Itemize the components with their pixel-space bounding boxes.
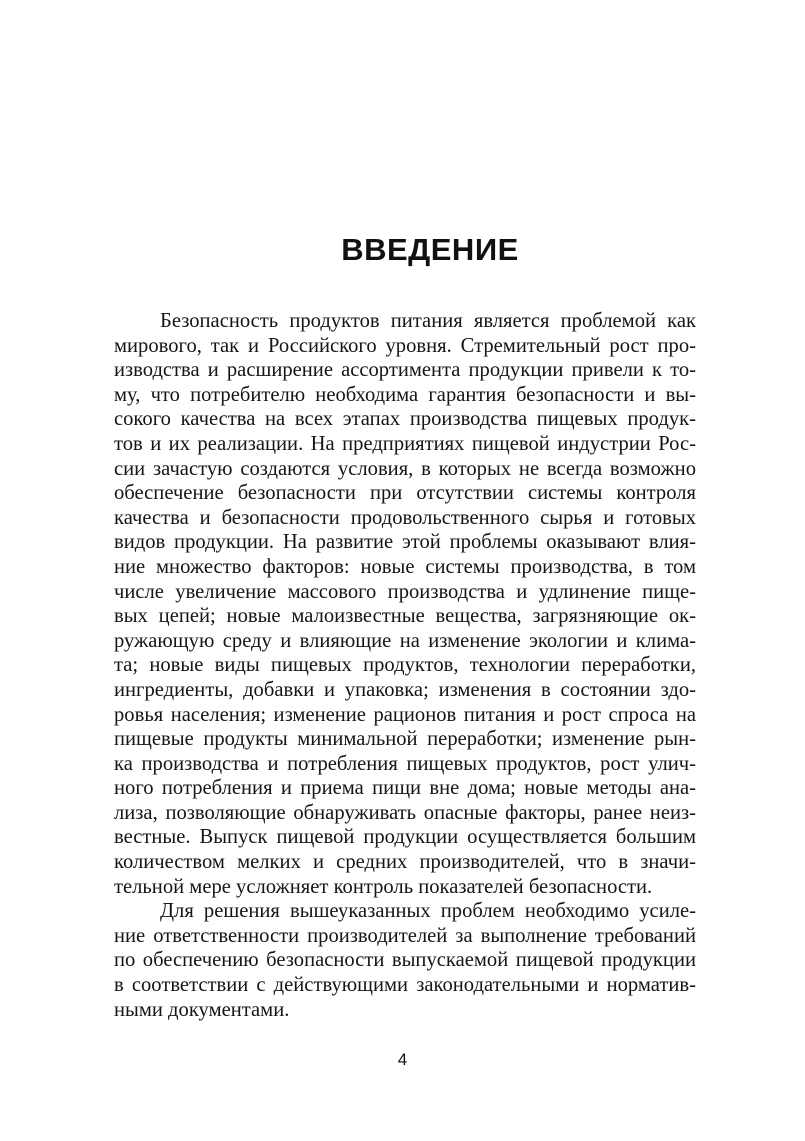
text-line: му, что потребителю необходима гарантия безопасности и вы-	[114, 383, 696, 406]
text-line: по обеспечению безопасности выпускаемой пищевой продукции	[114, 949, 696, 972]
text-line: изводства и расширение ассортимента продукции привели к то-	[114, 359, 696, 382]
paragraph-2	[114, 899, 696, 1022]
text-line: сокого качества на всех этапах производства пищевых продук-	[114, 408, 696, 431]
text-line: ингредиенты, добавки и упаковка; изменения в состоянии здо-	[114, 678, 696, 701]
paragraph-1	[114, 309, 696, 899]
text-line: ными документами.	[114, 998, 290, 1021]
text-line: тов и их реализации. На предприятиях пищевой индустрии Рос-	[114, 432, 696, 455]
text-line: количеством мелких и средних производителей, что в значи-	[114, 851, 696, 874]
text-line: мирового, так и Российского уровня. Стремительный рост про-	[114, 334, 696, 357]
text-line: та; новые виды пищевых продуктов, технологии переработки,	[114, 654, 696, 677]
text-line: ровья населения; изменение рационов питания и рост спроса на	[114, 703, 696, 726]
text-line: лиза, позволяющие обнаруживать опасные факторы, ранее неиз-	[114, 801, 696, 824]
text-line: ного потребления и приема пищи вне дома; новые методы ана-	[114, 777, 696, 800]
text-line: пищевые продукты минимальной переработки; изменение рын-	[114, 728, 696, 751]
text-line: ка производства и потребления пищевых продуктов, рост улич-	[114, 752, 696, 775]
text-line: качества и безопасности продовольственного сырья и готовых	[114, 506, 696, 529]
text-line: видов продукции. На развитие этой проблемы оказывают влия-	[114, 531, 696, 554]
text-line: Для решения вышеуказанных проблем необходимо усиле-	[160, 900, 696, 923]
body-text	[114, 309, 696, 1022]
text-line: ружающую среду и влияющие на изменение экологии и клима-	[114, 629, 696, 652]
page-title: ВВЕДЕНИЕ	[341, 232, 519, 267]
text-line: вых цепей; новые малоизвестные вещества, загрязняющие ок-	[114, 605, 696, 628]
text-line: ние ответственности производителей за выполнение требований	[114, 924, 696, 947]
text-line: тельной мере усложняет контроль показателей безопасности.	[114, 875, 653, 898]
text-line: сии зачастую создаются условия, в которых не всегда возможно	[114, 457, 696, 480]
text-line: вестные. Выпуск пищевой продукции осуществляется большим	[114, 826, 696, 849]
text-line: Безопасность продуктов питания является проблемой как	[160, 310, 696, 332]
text-line: ние множество факторов: новые системы производства, в том	[114, 555, 696, 578]
text-line: обеспечение безопасности при отсутствии системы контроля	[114, 482, 696, 505]
text-line: числе увеличение массового производства и удлинение пище-	[114, 580, 696, 603]
text-line: в соответствии с действующими законодательными и норматив-	[114, 974, 696, 997]
page-number: 4	[397, 1050, 408, 1069]
